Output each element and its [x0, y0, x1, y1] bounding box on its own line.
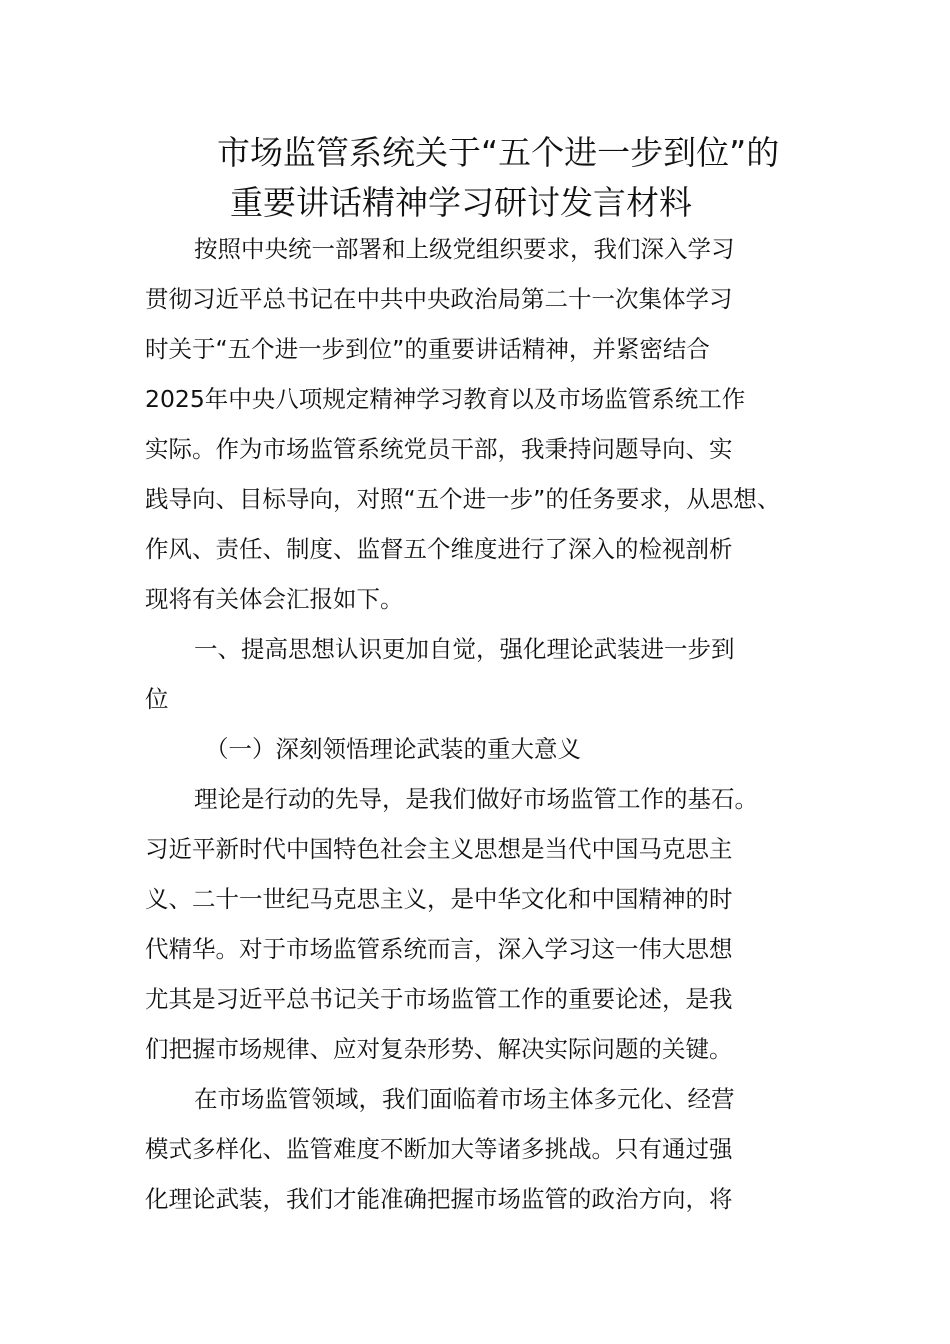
paragraph-line: 按照中央统一部署和上级党组织要求，我们深入学习 [194, 235, 735, 263]
subsection-heading: （一）深刻领悟理论武装的重大意义 [205, 735, 581, 763]
paragraph-line: 化理论武装，我们才能准确把握市场监管的政治方向，将 [145, 1185, 733, 1213]
document-title-line-1: 市场监管系统关于“五个进一步到位”的 [217, 133, 780, 172]
section-heading-line: 一、提高思想认识更加自觉，强化理论武装进一步到 [194, 635, 735, 663]
paragraph-line: 贯彻习近平总书记在中共中央政治局第二十一次集体学习 [145, 285, 733, 313]
paragraph-line: 代精华。对于市场监管系统而言，深入学习这一伟大思想 [145, 935, 733, 963]
paragraph-line: 现将有关体会汇报如下。 [145, 585, 404, 613]
paragraph-line: 理论是行动的先导，是我们做好市场监管工作的基石。 [194, 785, 758, 813]
paragraph-line: 尤其是习近平总书记关于市场监管工作的重要论述，是我 [145, 985, 733, 1013]
paragraph-line: 践导向、目标导向，对照“五个进一步”的任务要求，从思想、 [145, 485, 781, 513]
document-title-line-2: 重要讲话精神学习研讨发言材料 [230, 183, 692, 222]
paragraph-line: 们把握市场规律、应对复杂形势、解决实际问题的关键。 [145, 1035, 733, 1063]
paragraph-line: 模式多样化、监管难度不断加大等诸多挑战。只有通过强 [145, 1135, 733, 1163]
paragraph-line: 2025年中央八项规定精神学习教育以及市场监管系统工作 [145, 385, 746, 413]
paragraph-line: 时关于“五个进一步到位”的重要讲话精神，并紧密结合 [145, 335, 710, 363]
paragraph-line: 习近平新时代中国特色社会主义思想是当代中国马克思主 [145, 835, 733, 863]
section-heading-line: 位 [145, 685, 169, 713]
paragraph-line: 在市场监管领域，我们面临着市场主体多元化、经营 [194, 1085, 735, 1113]
paragraph-line: 实际。作为市场监管系统党员干部，我秉持问题导向、实 [145, 435, 733, 463]
paragraph-line: 义、二十一世纪马克思主义，是中华文化和中国精神的时 [145, 885, 733, 913]
paragraph-line: 作风、责任、制度、监督五个维度进行了深入的检视剖析 [145, 535, 733, 563]
